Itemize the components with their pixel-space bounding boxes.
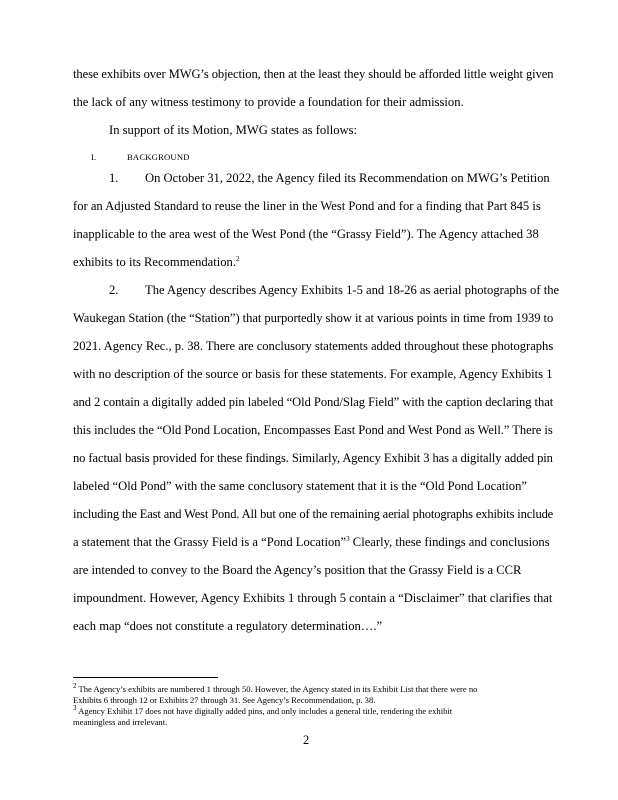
body-line xyxy=(73,534,553,550)
paragraph-number: 1. xyxy=(109,171,119,185)
body-line: labeled “Old Pond” with the same conclusory statement that it is the “Old Pond Location” xyxy=(73,479,527,493)
footnote-ref: 2 xyxy=(236,254,240,263)
body-line: including the East and West Pond. All but one of the remaining aerial photographs exhibits include xyxy=(73,507,554,521)
section-heading: BACKGROUND xyxy=(127,152,190,162)
body-line: these exhibits over MWG’s objection, then at the least they should be afforded little weight given xyxy=(73,67,554,81)
paragraph-number: 2. xyxy=(109,283,119,297)
footnote-line xyxy=(73,684,553,695)
body-line: and 2 contain a digitally added pin labeled “Old Pond/Slag Field” with the caption declaring that xyxy=(73,395,554,409)
body-text: a statement that the Grassy Field is a “Pond Location” xyxy=(73,535,347,549)
body-line: the lack of any witness testimony to provide a foundation for their admission. xyxy=(73,95,464,109)
footnote-line: meaningless and irrelevant. xyxy=(73,717,168,727)
paragraph-text: The Agency describes Agency Exhibits 1-5 and 18-26 as aerial photographs of the xyxy=(145,283,560,297)
body-text: exhibits to its Recommendation. xyxy=(73,255,236,269)
body-line: inapplicable to the area west of the West Pond (the “Grassy Field”). The Agency attached 38 xyxy=(73,227,539,241)
footnote-text: The Agency’s exhibits are numbered 1 through 50. However, the Agency stated in its Exhibit List that there were no xyxy=(78,684,478,694)
footnote-ref: 3 xyxy=(346,534,350,543)
footnote-line xyxy=(73,706,553,717)
body-line: impoundment. However, Agency Exhibits 1 through 5 contain a “Disclaimer” that clarifies that xyxy=(73,591,553,605)
footnote-line: Exhibits 6 through 12 or Exhibits 27 through 31. See Agency’s Recommendation, p. 38. xyxy=(73,695,376,705)
body-line: with no description of the source or basis for these statements. For example, Agency Exhibits 1 xyxy=(73,367,553,381)
body-line: Waukegan Station (the “Station”) that purportedly show it at various points in time from 1939 to xyxy=(73,311,554,325)
body-line: are intended to convey to the Board the Agency’s position that the Grassy Field is a CCR xyxy=(73,563,522,577)
body-line: for an Adjusted Standard to reuse the liner in the West Pond and for a finding that Part 845 is xyxy=(73,199,541,213)
footnote-divider xyxy=(73,677,218,678)
paragraph-text: On October 31, 2022, the Agency filed its Recommendation on MWG’s Petition xyxy=(145,171,550,185)
footnote-marker: 2 xyxy=(73,682,77,691)
body-line: each map “does not constitute a regulatory determination….” xyxy=(73,619,383,633)
section-numeral: I. xyxy=(91,152,97,162)
body-line: In support of its Motion, MWG states as follows: xyxy=(109,123,358,137)
body-line: 2021. Agency Rec., p. 38. There are conclusory statements added throughout these photographs xyxy=(73,339,554,353)
footnote-text: Agency Exhibit 17 does not have digitally added pins, and only includes a general title, rendering the exhibit xyxy=(78,706,453,716)
body-text: Clearly, these findings and conclusions xyxy=(349,535,550,549)
body-line xyxy=(73,254,553,270)
page-number: 2 xyxy=(303,733,310,747)
body-line: no factual basis provided for these findings. Similarly, Agency Exhibit 3 has a digitally added pin xyxy=(73,451,553,465)
footnote-marker: 3 xyxy=(73,704,77,713)
body-line: this includes the “Old Pond Location, Encompasses East Pond and West Pond as Well.” There is xyxy=(73,423,553,437)
